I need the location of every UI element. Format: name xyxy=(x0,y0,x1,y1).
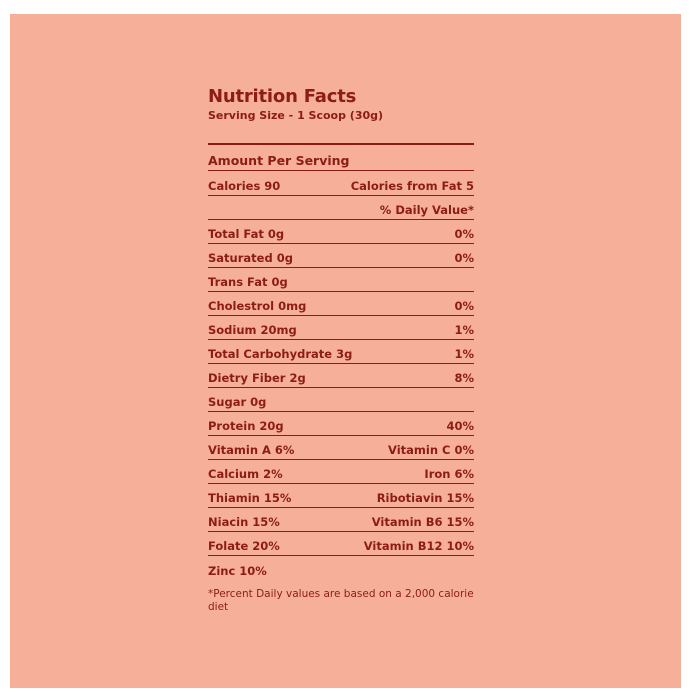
nutrient-row xyxy=(208,316,474,340)
nutrition-facts-label xyxy=(208,86,474,614)
vitamin-right: Vitamin B6 15% xyxy=(371,515,474,529)
nutrient-percent: 0% xyxy=(454,251,474,265)
nutrient-percent: 0% xyxy=(454,299,474,313)
calories-row xyxy=(208,171,474,196)
vitamin-row xyxy=(208,460,474,484)
nutrient-row xyxy=(208,268,474,292)
vitamin-row xyxy=(208,436,474,460)
nutrient-row xyxy=(208,340,474,364)
nutrient-row xyxy=(208,388,474,412)
nutrient-name: Total Carbohydrate 3g xyxy=(208,347,353,361)
nutrient-row xyxy=(208,412,474,436)
vitamin-right: Vitamin B12 10% xyxy=(363,539,474,553)
vitamin-left: Thiamin 15% xyxy=(208,491,292,505)
nutrient-percent: 1% xyxy=(454,347,474,361)
vitamin-left: Folate 20% xyxy=(208,539,280,553)
vitamin-row xyxy=(208,532,474,556)
nutrient-name: Sodium 20mg xyxy=(208,323,297,337)
nutrient-row xyxy=(208,364,474,388)
nutrient-name: Total Fat 0g xyxy=(208,227,285,241)
vitamin-right: Ribotiavin 15% xyxy=(376,491,474,505)
vitamin-row xyxy=(208,508,474,532)
vitamin-left: Vitamin A 6% xyxy=(208,443,295,457)
vitamin-row xyxy=(208,556,474,580)
serving-size: Serving Size - 1 Scoop (30g) xyxy=(208,109,384,122)
nutrient-row xyxy=(208,244,474,268)
vitamin-right: Iron 6% xyxy=(424,467,474,481)
daily-value-footnote: *Percent Daily values are based on a 2,000 calorie diet xyxy=(208,588,474,613)
amount-per-serving-row xyxy=(208,145,474,171)
nutrient-percent: 0% xyxy=(454,227,474,241)
nutrient-name: Sugar 0g xyxy=(208,395,267,409)
label-title: Nutrition Facts xyxy=(208,86,357,107)
vitamin-left: Niacin 15% xyxy=(208,515,280,529)
vitamin-right: Vitamin C 0% xyxy=(388,443,474,457)
nutrient-name: Cholestrol 0mg xyxy=(208,299,307,313)
nutrient-row xyxy=(208,220,474,244)
daily-value-header: % Daily Value* xyxy=(379,203,474,217)
nutrient-name: Saturated 0g xyxy=(208,251,293,265)
nutrient-name: Dietry Fiber 2g xyxy=(208,371,306,385)
nutrient-percent: 8% xyxy=(454,371,474,385)
nutrient-name: Trans Fat 0g xyxy=(208,275,288,289)
daily-value-header-row xyxy=(208,196,474,220)
vitamin-left: Calcium 2% xyxy=(208,467,283,481)
amount-per-serving-label: Amount Per Serving xyxy=(208,153,350,168)
nutrient-percent: 40% xyxy=(446,419,474,433)
nutrient-row xyxy=(208,292,474,316)
calories-value: Calories 90 xyxy=(208,179,281,193)
vitamin-left: Zinc 10% xyxy=(208,564,267,578)
nutrient-percent: 1% xyxy=(454,323,474,337)
vitamin-row xyxy=(208,484,474,508)
nutrient-name: Protein 20g xyxy=(208,419,284,433)
calories-from-fat: Calories from Fat 5 xyxy=(350,179,474,193)
